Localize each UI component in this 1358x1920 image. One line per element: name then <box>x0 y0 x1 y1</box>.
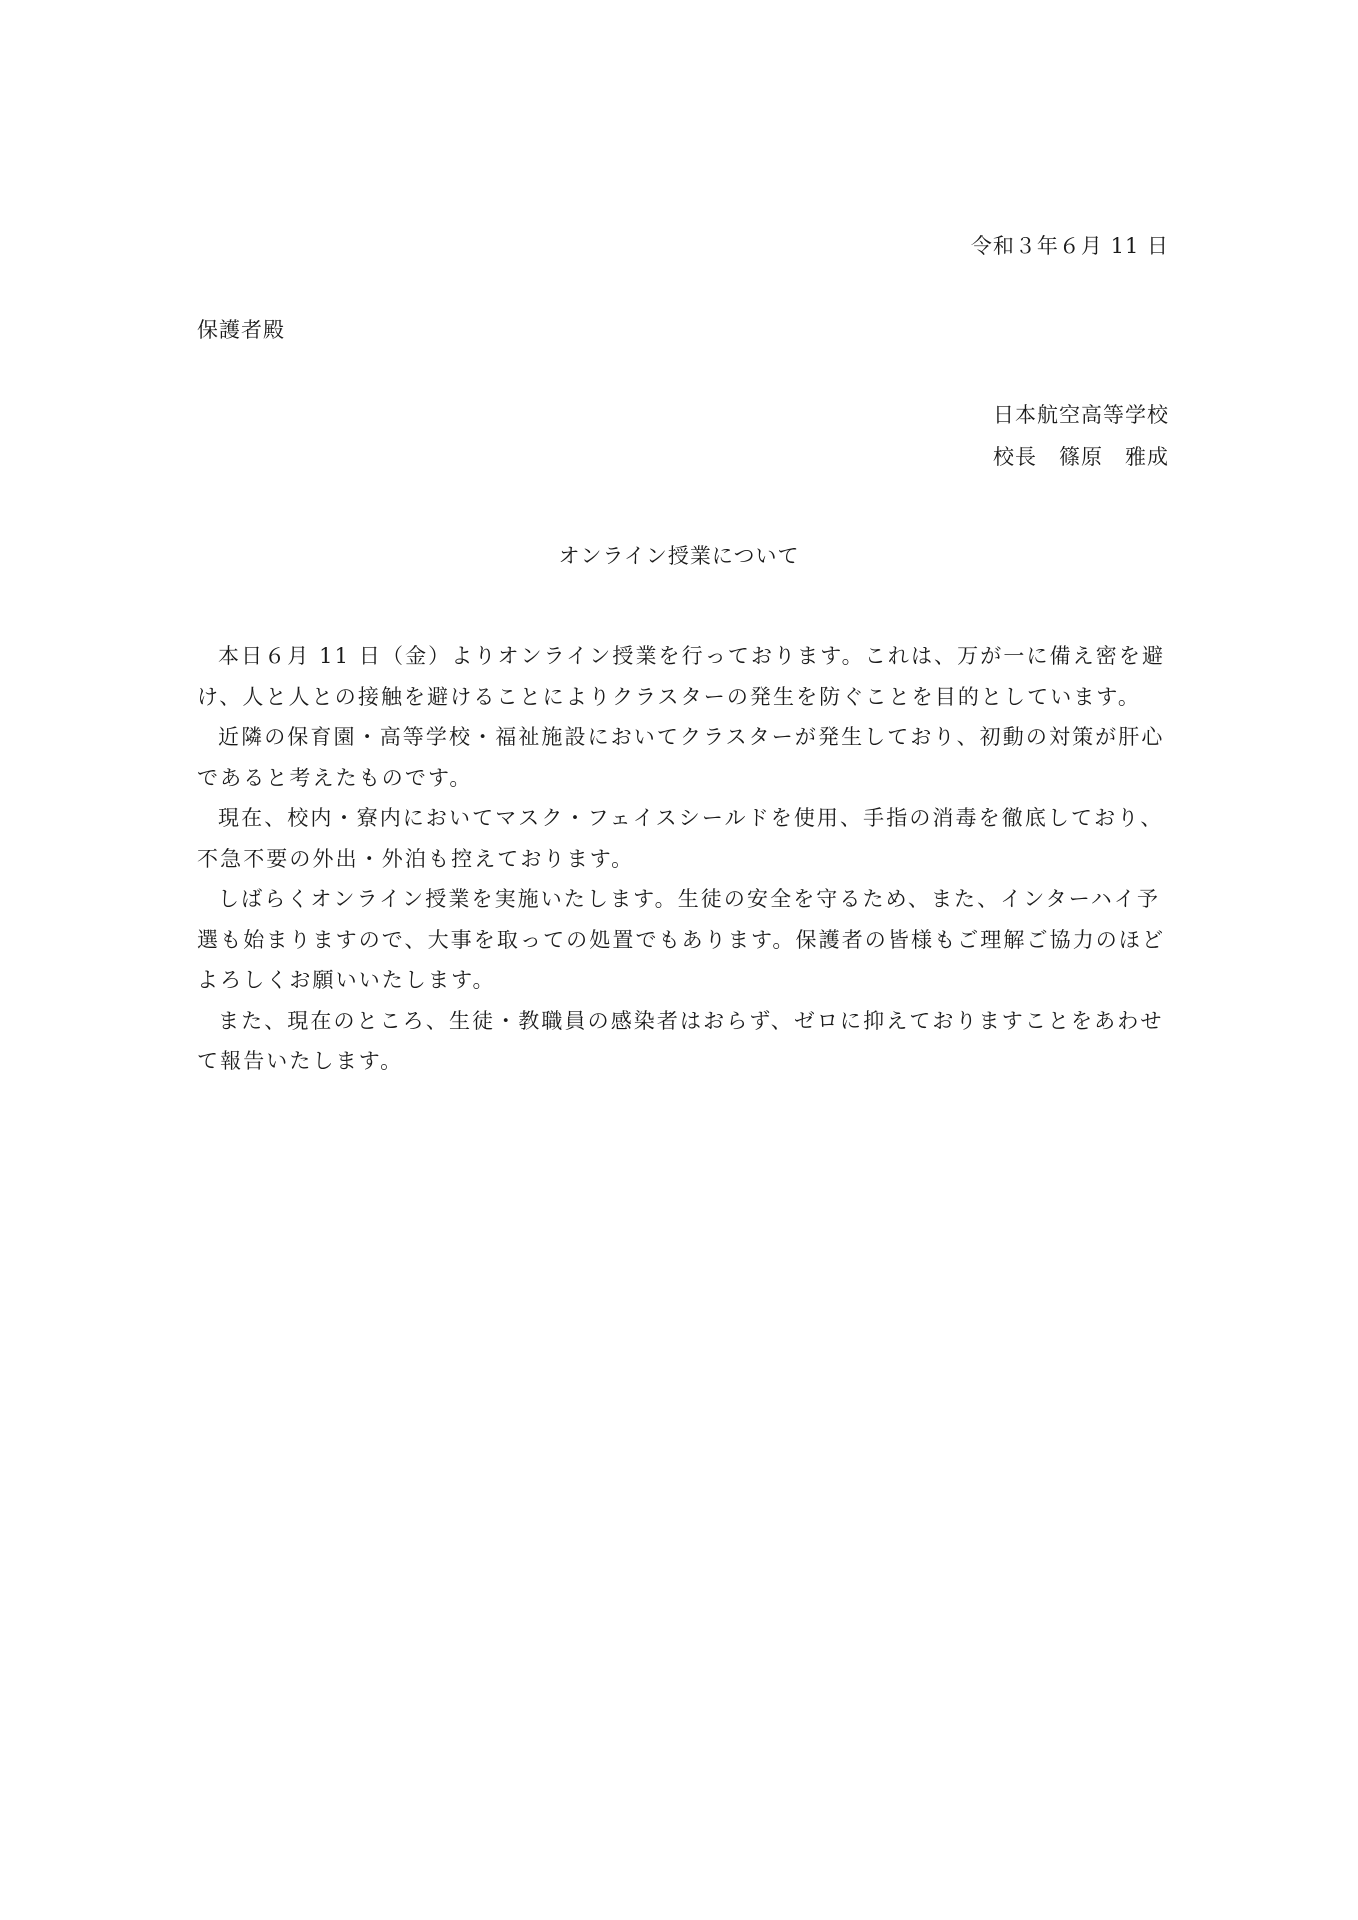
sender-block <box>993 394 1169 478</box>
body-paragraph: しばらくオンライン授業を実施いたします。生徒の安全を守るため、また、インターハイ予選も始まりますので、大事を取っての処置でもあります。保護者の皆様もご理解ご協力のほどよろしくお願いいたします。 <box>197 887 1166 992</box>
body-paragraph: 本日６月 11 日（金）よりオンライン授業を行っております。これは、万が一に備え密を避け、人と人との接触を避けることによりクラスターの発生を防ぐことを目的としています。 <box>197 644 1166 709</box>
letter-date: 令和３年６月 11 日 <box>970 234 1169 258</box>
body-paragraph: 現在、校内・寮内においてマスク・フェイスシールドを使用、手指の消毒を徹底しており、不急不要の外出・外泊も控えております。 <box>197 806 1164 871</box>
body-paragraph: 近隣の保育園・高等学校・福祉施設においてクラスターが発生しており、初動の対策が肝心であると考えたものです。 <box>197 725 1165 790</box>
letter-body <box>197 636 1169 1082</box>
letter-title: オンライン授業について <box>558 544 800 568</box>
addressee: 保護者殿 <box>197 318 285 342</box>
body-paragraph: また、現在のところ、生徒・教職員の感染者はおらず、ゼロに抑えておりますことをあわせて報告いたします。 <box>197 1008 1164 1073</box>
principal-name: 校長 篠原 雅成 <box>993 445 1169 469</box>
school-name: 日本航空高等学校 <box>993 403 1169 427</box>
